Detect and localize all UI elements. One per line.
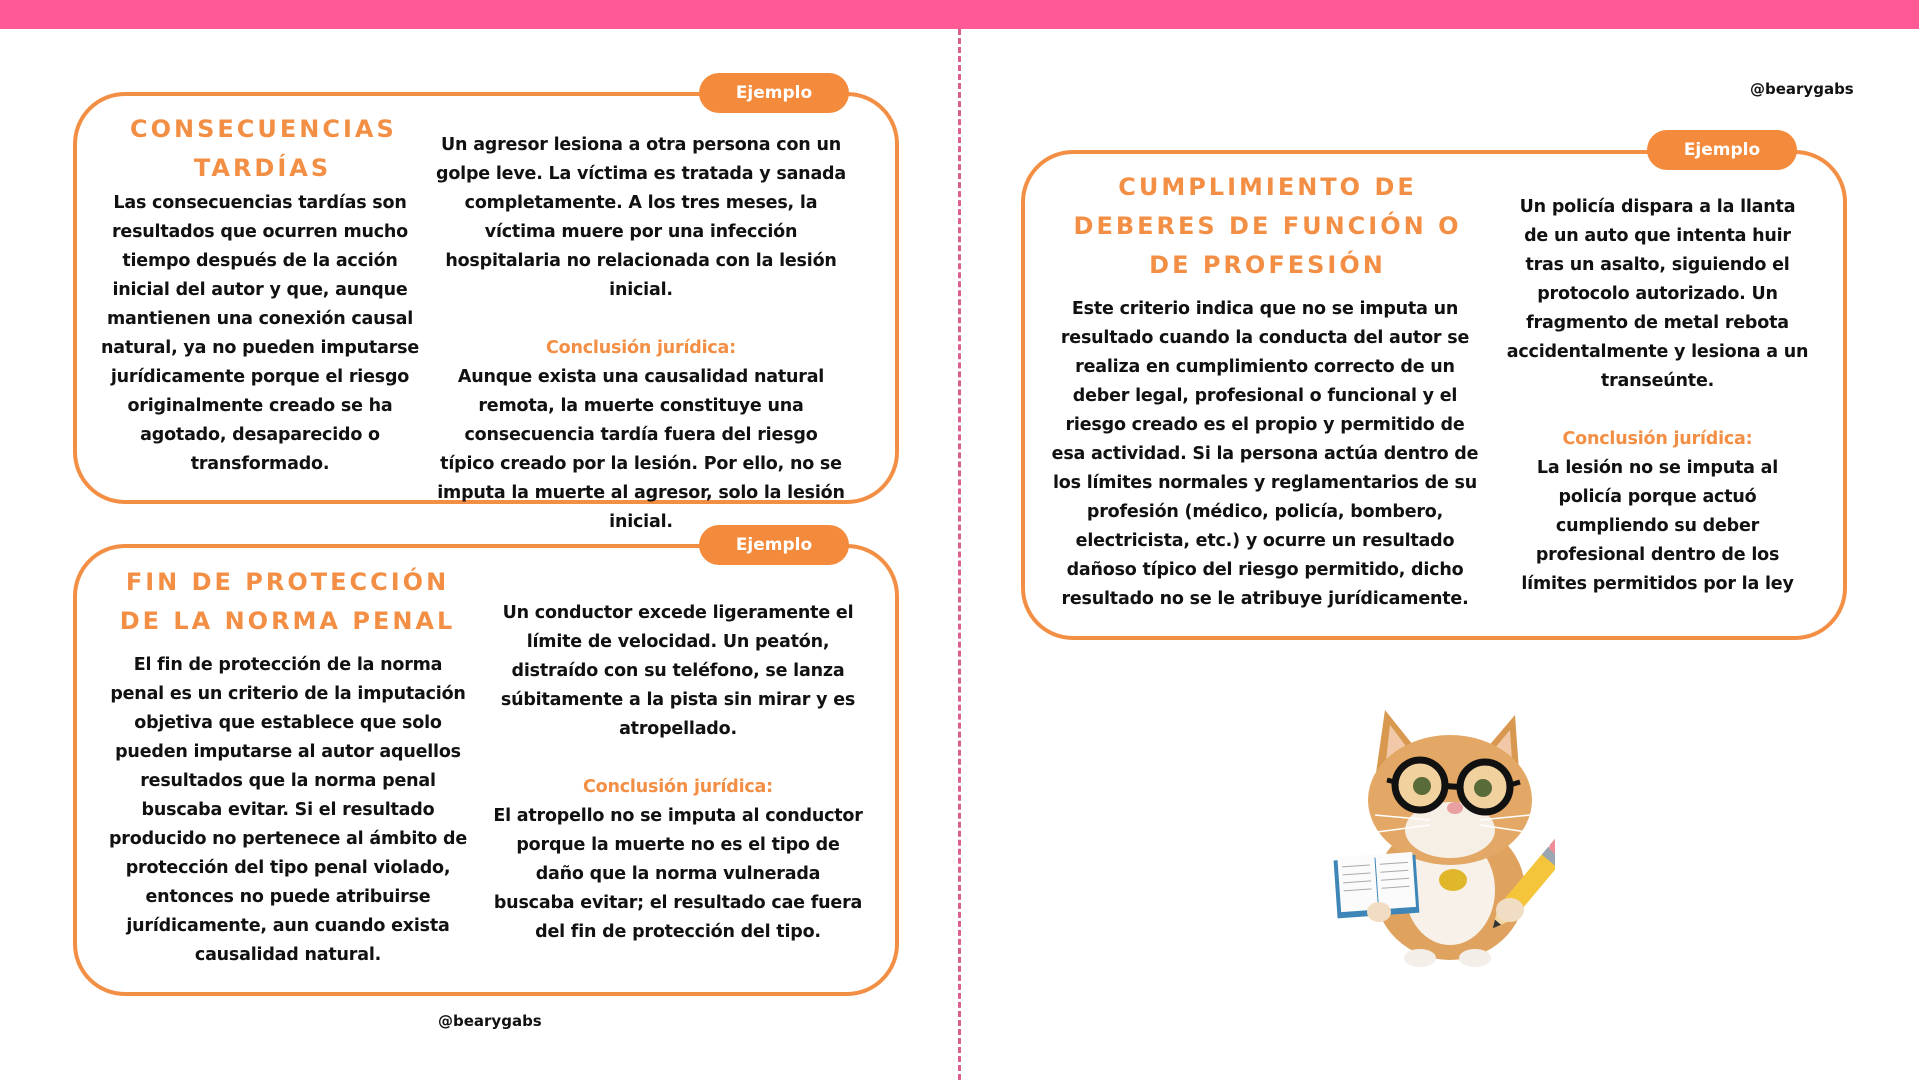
card-definition: Este criterio indica que no se imputa un resultado cuando la conducta del autor se realiza en cumplimiento correcto de un deber legal, profesional o funcional y el riesgo creado es el propio y permitido de esa actividad. Si la persona actúa dentro de los límites normales y reglamentarios de su profesión (médico, policía, bombero, electricista, etc.) y ocurre un resultado dañoso típico del riesgo permitido, dicho resultado no se le atribuye jurídicamente. — [1051, 299, 1479, 609]
card-title: FIN DE PROTECCIÓN DE LA NORMA PENAL — [119, 568, 456, 635]
example-text: Un agresor lesiona a otra persona con un golpe leve. La víctima es tratada y sanada completamente. A los tres meses, la víctima muere por una infección hospitalaria no relacionada con la lesión inicial. — [436, 135, 846, 300]
conclusion-label: Conclusión jurídica: — [583, 777, 773, 797]
conclusion-label: Conclusión jurídica: — [546, 338, 736, 358]
card-definition: Las consecuencias tardías son resultados que ocurren mucho tiempo después de la acción inicial del autor y que, aunque mantienen una conexión causal natural, ya no pueden imputarse jurídicamente porque el riesgo originalmente creado se ha agotado, desaparecido o transformado. — [100, 193, 420, 474]
cat-illustration — [1315, 690, 1555, 970]
watermark-bottom: @bearygabs — [438, 1012, 542, 1030]
conclusion-label: Conclusión jurídica: — [1562, 429, 1753, 449]
conclusion-text: La lesión no se imputa al policía porque actuó cumpliendo su deber profesional dentro de los límites permitidos por la ley — [1521, 458, 1794, 594]
page-divider — [958, 29, 961, 1080]
example-badge: Ejemplo — [699, 525, 849, 565]
card-definition: El fin de protección de la norma penal es un criterio de la imputación objetiva que establece que solo pueden imputarse al autor aquellos resultados que la norma penal buscaba evitar. Si el resultado producido no pertenece al ámbito de protección del tipo penal violado, entonces no puede atribuirse jurídicamente, aun cuando exista causalidad natural. — [108, 655, 468, 965]
card-title: CUMPLIMIENTO DE DEBERES DE FUNCIÓN O DE PROFESIÓN — [1073, 173, 1462, 279]
example-badge: Ejemplo — [699, 73, 849, 113]
conclusion-text: Aunque exista una causalidad natural remota, la muerte constituye una consecuencia tardía fuera del riesgo típico creado por la lesión. Por ello, no se imputa la muerte al agresor, solo la lesión inicial. — [437, 367, 845, 532]
watermark-top: @bearygabs — [1750, 80, 1854, 98]
cat-with-glasses-icon — [1315, 690, 1555, 970]
conclusion-text: El atropello no se imputa al conductor porque la muerte no es el tipo de daño que la norma vulnerada buscaba evitar; el resultado cae fuera del fin de protección del tipo. — [493, 806, 863, 942]
card-example — [1505, 193, 1810, 599]
card-example — [436, 131, 846, 537]
example-text: Un policía dispara a la llanta de un auto que intenta huir tras un asalto, siguiendo el protocolo autorizado. Un fragmento de metal rebota accidentalmente y lesiona a un transeúnte. — [1506, 197, 1809, 391]
card-title: CONSECUENCIAS TARDÍAS — [130, 115, 397, 182]
card-example — [493, 599, 863, 947]
top-banner — [0, 0, 1919, 29]
example-text: Un conductor excede ligeramente el límite de velocidad. Un peatón, distraído con su teléfono, se lanza súbitamente a la pista sin mirar y es atropellado. — [500, 603, 856, 739]
example-badge: Ejemplo — [1647, 130, 1797, 170]
